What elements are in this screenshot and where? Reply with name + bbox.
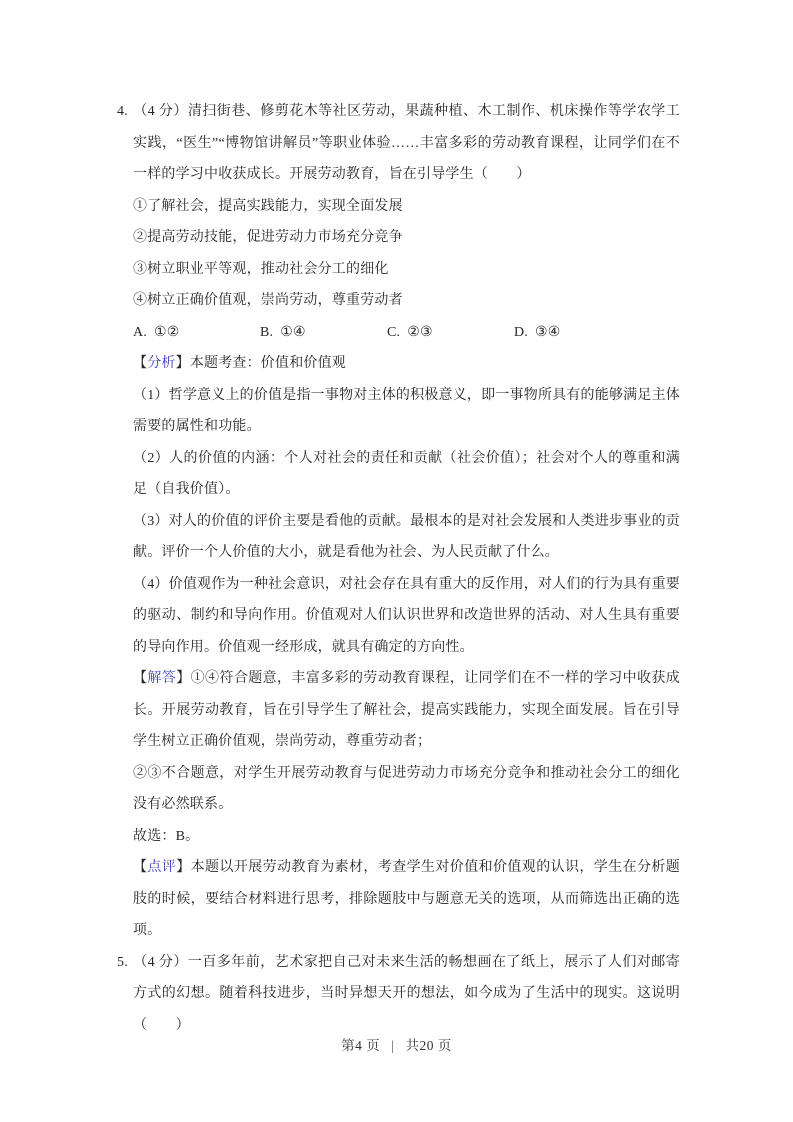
footer-page-number: 第4 页 — [341, 1038, 381, 1053]
question-4-item-3: ③树立职业平等观，推动社会分工的细化 — [133, 261, 389, 277]
footer-total-pages: 共20 页 — [405, 1038, 452, 1053]
option-a-label: A. — [133, 324, 148, 340]
option-b — [260, 317, 387, 349]
answer-tag: 解答 — [147, 671, 177, 686]
answer-bracket-open: 【 — [133, 671, 148, 686]
analysis-bracket-close: 】 — [175, 356, 190, 371]
option-d-value: ③④ — [535, 324, 561, 340]
question-4-number: 4. — [117, 104, 128, 119]
question-4-stem — [117, 96, 680, 191]
page-content — [117, 96, 680, 1041]
question-4-item-2: ②提高劳动技能，促进劳动力市场充分竞争 — [133, 230, 403, 245]
option-a — [133, 317, 260, 349]
answer-bracket-close: 】 — [176, 671, 191, 686]
footer-separator: | — [391, 1038, 395, 1053]
option-c-value: ②③ — [407, 324, 433, 340]
analysis-point-4: （4）价值观作为一种社会意识，对社会存在具有重大的反作用，对人们的行为具有重要的驱动、制约和导向作用。价值观对人们认识世界和改造世界的活动、对人生具有重要的导向作用。价值观一经形成，就具有确定的方向性。 — [133, 576, 680, 655]
question-5-score: （4 分） — [132, 954, 188, 970]
page-footer — [0, 1034, 793, 1054]
question-4-stem-text: 清扫街巷、修剪花木等社区劳动，果蔬种植、木工制作、机床操作等学农学工实践，“医生”“博物馆讲解员”等职业体验……丰富多彩的劳动教育课程，让同学们在不一样的学习中收获成长。开展劳动教育，旨在引导学生（ ） — [133, 104, 680, 182]
question-5-stem — [117, 947, 680, 1042]
analysis-point-3: （3）对人的价值的评价主要是看他的贡献。最根本的是对社会发展和人类进步事业的贡献。评价一个人价值的大小，就是看他为社会、为人民贡献了什么。 — [133, 513, 680, 560]
analysis-point-1: （1）哲学意义上的价值是指一事物对主体的积极意义，即一事物所具有的能够满足主体需要的属性和功能。 — [133, 387, 680, 434]
analysis-bracket-open: 【 — [133, 356, 148, 371]
analysis-intro-text: 本题考查：价值和价值观 — [189, 356, 347, 371]
question-4-item-1: ①了解社会，提高实践能力，实现全面发展 — [133, 198, 403, 214]
answer-paragraph-2: ②③不合题意，对学生开展劳动教育与促进劳动力市场充分竞争和推动社会分工的细化没有必然联系。 — [133, 765, 680, 812]
answer-paragraph-1 — [117, 663, 680, 758]
analysis-point-2: （2）人的价值的内涵：个人对社会的责任和贡献（社会价值）；社会对个人的尊重和满足（自我价值）。 — [133, 450, 680, 497]
answer-paragraph-1-text: ①④符合题意，丰富多彩的劳动教育课程，让同学们在不一样的学习中收获成长。开展劳动教育，旨在引导学生了解社会，提高实践能力，实现全面发展。旨在引导学生树立正确价值观，崇尚劳动，尊重劳动者； — [133, 671, 681, 749]
question-4-score: （4 分） — [132, 104, 188, 119]
option-d — [514, 317, 561, 349]
comment-tag: 点评 — [147, 860, 177, 875]
question-5-number: 5. — [117, 954, 128, 970]
option-c-label: C. — [387, 324, 401, 340]
comment-paragraph — [117, 852, 680, 947]
option-c — [387, 317, 514, 349]
comment-bracket-open: 【 — [133, 860, 148, 875]
comment-bracket-close: 】 — [176, 860, 191, 875]
answer-conclusion: 故选：B。 — [133, 828, 200, 844]
option-b-value: ①④ — [280, 324, 306, 340]
option-b-label: B. — [260, 324, 274, 340]
question-5-stem-text: 一百多年前，艺术家把自己对未来生活的畅想画在了纸上，展示了人们对邮寄方式的幻想。随着科技进步，当时异想天开的想法，如今成为了生活中的现实。这说明（ ） — [133, 954, 680, 1033]
analysis-tag: 分析 — [147, 356, 176, 371]
option-a-value: ①② — [154, 324, 180, 340]
option-d-label: D. — [514, 324, 529, 340]
analysis-intro — [117, 348, 680, 380]
question-4-options — [117, 317, 680, 349]
question-4-item-4: ④树立正确价值观，崇尚劳动，尊重劳动者 — [133, 293, 403, 308]
comment-text: 本题以开展劳动教育为素材，考查学生对价值和价值观的认识，学生在分析题肢的时候，要结合材料进行思考，排除题肢中与题意无关的选项，从而筛选出正确的选项。 — [133, 860, 681, 938]
